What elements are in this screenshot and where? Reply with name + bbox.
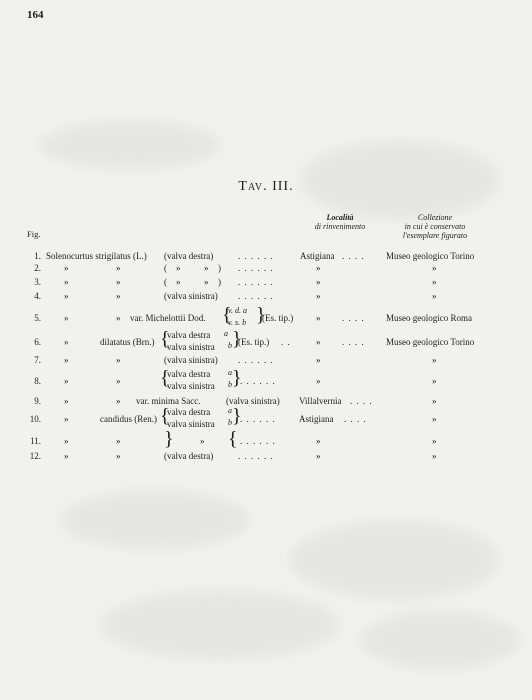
collection-header-line: Collezione [417,213,453,222]
ditto-mark: » [432,291,437,301]
brace-glyph: } [232,367,242,389]
brace-glyph: } [164,428,174,450]
ditto-mark: » [64,436,69,446]
brace-glyph: { [222,304,232,326]
ditto-mark: » [116,291,121,301]
species-name: candidus (Ren.) [100,414,157,424]
valve-label: valva destra [167,330,211,340]
ditto-mark: » [432,355,437,365]
figure-number: 7. [34,355,41,365]
specimen-letter: a [228,368,232,377]
type-specimen-note: (Es. tip.) [238,337,270,347]
valve-paren-close: ) [218,263,221,273]
valve-paren-open: ( [164,277,167,287]
locality-header-line: Località [326,213,354,222]
ditto-mark: » [176,277,181,287]
paper-stain [60,490,250,550]
ditto-mark: » [116,263,121,273]
valve-sub-label: v. d. a [228,306,247,315]
brace-glyph: { [160,405,170,427]
leader-dots: . . . . . . [238,451,274,461]
figure-number: 1. [34,251,41,261]
paper-stain [40,120,220,170]
valve-label: (valva sinistra) [164,291,218,301]
figure-number: 3. [34,277,41,287]
paper-stain [100,590,340,660]
specimen-letter: a [224,329,228,338]
locality-header-line: di rinvenimento [314,222,366,231]
ditto-mark: » [200,436,205,446]
leader-dots: . . . . . . [238,251,274,261]
ditto-mark: » [432,436,437,446]
ditto-mark: » [316,337,321,347]
ditto-mark: » [316,277,321,287]
ditto-mark: » [432,451,437,461]
ditto-mark: » [432,263,437,273]
variety-name: var. minima Sacc. [136,396,201,406]
ditto-mark: » [176,263,181,273]
leader-dots: . . . . . . [238,277,274,287]
ditto-mark: » [116,396,121,406]
leader-dots: . . . . . . [240,376,276,386]
ditto-mark: » [116,355,121,365]
ditto-mark: » [116,451,121,461]
valve-label: valva destra [167,407,211,417]
specimen-letter: b [228,380,232,389]
ditto-mark: » [204,277,209,287]
valve-label: valva destra [167,369,211,379]
ditto-mark: » [316,263,321,273]
figure-number: 12. [29,451,41,461]
brace-glyph: { [228,428,238,450]
fig-header: Fig. [27,229,41,239]
valve-label: (valva sinistra) [164,355,218,365]
ditto-mark: » [432,396,437,406]
paper-stain [360,610,520,670]
ditto-mark: » [64,313,69,323]
ditto-mark: » [432,277,437,287]
figure-number: 9. [34,396,41,406]
species-name: dilatatus (Brn.) [100,337,155,347]
ditto-mark: » [64,414,69,424]
valve-sub-label: v. s. b [228,318,247,327]
ditto-mark: » [316,376,321,386]
ditto-mark: » [316,436,321,446]
specimen-letter: a [228,406,232,415]
ditto-mark: » [116,376,121,386]
brace-glyph: } [232,328,242,350]
valve-label: valva sinistra [167,342,215,352]
brace-glyph: { [160,328,170,350]
ditto-mark: » [432,414,437,424]
leader-dots: . . . . . . [240,414,276,424]
ditto-mark: » [116,436,121,446]
ditto-mark: » [64,376,69,386]
specimen-letter: b [228,341,232,350]
locality: Astigiana [299,414,334,424]
ditto-mark: » [64,263,69,273]
collection: Museo geologico Torino [386,337,475,347]
collection-header [390,213,480,240]
paper-stain [290,520,500,600]
locality: Villalvernia [299,396,342,406]
plate-title: Tav. III. [238,179,294,194]
leader-dots: . . . . [342,337,365,347]
specimen-letter: b [228,418,232,427]
ditto-mark: » [116,277,121,287]
figure-number: 2. [34,263,41,273]
ditto-mark: » [64,277,69,287]
valve-paren-close: ) [218,277,221,287]
ditto-mark: » [316,291,321,301]
type-specimen-note: (Es. tip.) [262,313,294,323]
valve-label: (valva destra) [164,451,214,461]
leader-dots: . . . . . . [238,263,274,273]
collection-header-line: in cui è conservato [404,222,466,231]
species-name: Solenocurtus strigilatus (L.) [46,251,147,261]
ditto-mark: » [64,451,69,461]
ditto-mark: » [204,263,209,273]
ditto-mark: » [64,337,69,347]
valve-label: valva sinistra [167,419,215,429]
leader-dots: . . . . . . [238,355,274,365]
ditto-mark: » [316,451,321,461]
valve-label: valva sinistra [167,381,215,391]
figure-number: 6. [34,337,41,347]
leader-dots: . . . . [344,414,367,424]
figure-number: 5. [34,313,41,323]
leader-dots: . . . . . . [240,436,276,446]
valve-label: (valva sinistra) [226,396,280,406]
brace-glyph: } [232,405,242,427]
leader-dots: . . . . [350,396,373,406]
brace-glyph: { [160,367,170,389]
brace-glyph: } [256,304,266,326]
leader-dots: . . . . . . [238,291,274,301]
valve-label: (valva destra) [164,251,214,261]
variety-name: var. Michelottii Dod. [130,313,206,323]
collection-header-line: l'esemplare figurato [402,231,468,240]
leader-dots: . . . . [342,251,365,261]
locality-header [305,213,375,231]
ditto-mark: » [64,291,69,301]
ditto-mark: » [316,355,321,365]
leader-dots: . . [281,337,291,347]
ditto-mark: » [64,355,69,365]
page-number: 164 [27,9,44,21]
ditto-mark: » [316,313,321,323]
locality: Astigiana [300,251,335,261]
collection: Museo geologico Roma [386,313,472,323]
figure-number: 8. [34,376,41,386]
ditto-mark: » [432,376,437,386]
valve-paren-open: ( [164,263,167,273]
ditto-mark: » [64,396,69,406]
ditto-mark: » [116,313,121,323]
leader-dots: . . . . [342,313,365,323]
figure-number: 4. [34,291,41,301]
figure-number: 11. [30,436,41,446]
collection: Museo geologico Torino [386,251,475,261]
figure-number: 10. [29,414,41,424]
